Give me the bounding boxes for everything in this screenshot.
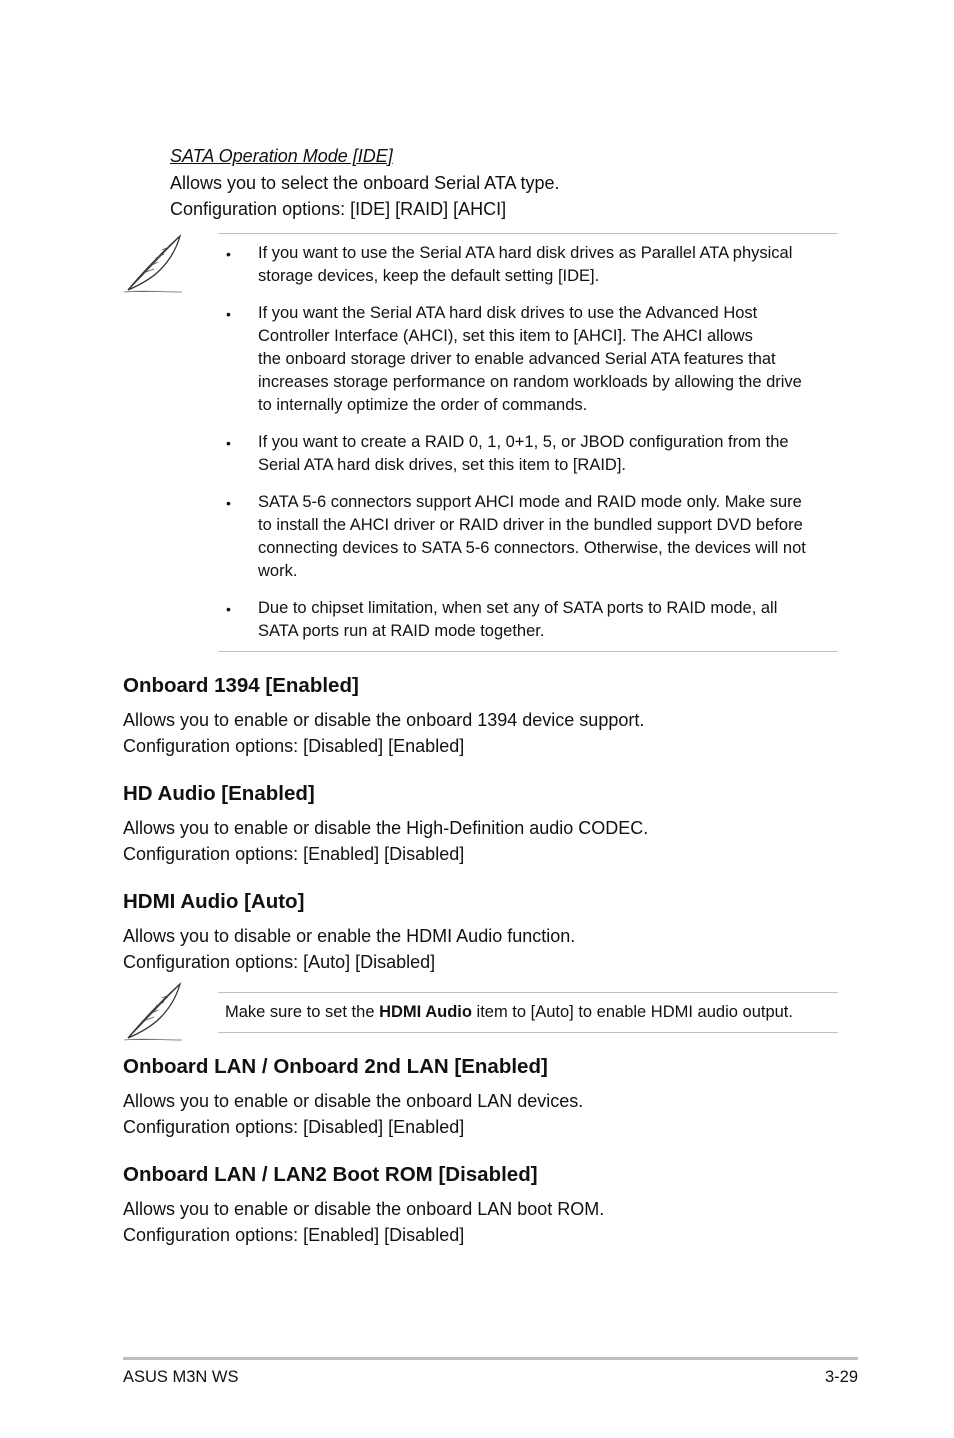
note1-b1-line1: If you want to use the Serial ATA hard disk drives as Parallel ATA physical (258, 244, 793, 262)
bullet-marker: • (226, 601, 231, 617)
note2-prefix: Make sure to set the (225, 1003, 380, 1021)
section-desc-onboard-1394: Allows you to enable or disable the onboard 1394 device support. (123, 710, 645, 730)
section-desc-lan-boot-rom: Allows you to enable or disable the onboard LAN boot ROM. (123, 1199, 605, 1219)
note1-b4-line1: SATA 5-6 connectors support AHCI mode and RAID mode only. Make sure (258, 493, 802, 511)
footer-page-number: 3-29 (824, 1368, 858, 1386)
note1-b2-line3: the onboard storage driver to enable advanced Serial ATA features that (258, 350, 776, 368)
note1-b2-line2: Controller Interface (AHCI), set this item to [AHCI]. The AHCI allows (258, 327, 753, 345)
note1-b4-line3: connecting devices to SATA 5-6 connectors. Otherwise, the devices will not (258, 539, 806, 557)
section-title-hdmi-audio: HDMI Audio [Auto] (123, 890, 305, 913)
section-options-lan-boot-rom: Configuration options: [Enabled] [Disabled] (123, 1225, 465, 1245)
note2-bold: HDMI Audio (379, 1003, 472, 1021)
sata-mode-options: Configuration options: [IDE] [RAID] [AHCI] (170, 199, 507, 219)
note1-b4-line4: work. (258, 562, 298, 580)
section-title-lan-boot-rom: Onboard LAN / LAN2 Boot ROM [Disabled] (123, 1163, 538, 1186)
sata-mode-desc: Allows you to select the onboard Serial ATA type. (170, 173, 560, 193)
section-title-onboard-lan: Onboard LAN / Onboard 2nd LAN [Enabled] (123, 1055, 548, 1078)
note1-b2-line4: increases storage performance on random workloads by allowing the drive (258, 373, 802, 391)
note1-b5-line1: Due to chipset limitation, when set any of SATA ports to RAID mode, all (258, 599, 778, 617)
note-bottom-rule (218, 651, 838, 652)
note1-b2-line5: to internally optimize the order of commands. (258, 396, 588, 414)
section-options-onboard-lan: Configuration options: [Disabled] [Enabled] (123, 1117, 465, 1137)
note1-b3-line1: If you want to create a RAID 0, 1, 0+1, 5, or JBOD configuration from the (258, 433, 789, 451)
bullet-marker: • (226, 246, 231, 262)
feather-pen-icon (120, 232, 188, 296)
note1-b3-line2: Serial ATA hard disk drives, set this item to [RAID]. (258, 456, 627, 474)
section-options-hd-audio: Configuration options: [Enabled] [Disabled] (123, 844, 465, 864)
section-title-hd-audio: HD Audio [Enabled] (123, 782, 315, 805)
note-top-rule (218, 233, 838, 234)
bullet-marker: • (226, 306, 231, 322)
note1-b1-line2: storage devices, keep the default setting [IDE]. (258, 267, 600, 285)
note1-b4-line2: to install the AHCI driver or RAID driver in the bundled support DVD before (258, 516, 803, 534)
note2-suffix: item to [Auto] to enable HDMI audio output. (471, 1003, 793, 1021)
section-options-onboard-1394: Configuration options: [Disabled] [Enabled] (123, 736, 465, 756)
section-desc-hdmi-audio: Allows you to disable or enable the HDMI Audio function. (123, 926, 576, 946)
section-title-onboard-1394: Onboard 1394 [Enabled] (123, 674, 359, 697)
section-options-hdmi-audio: Configuration options: [Auto] [Disabled] (123, 952, 436, 972)
footer-rule (123, 1357, 858, 1360)
footer-product-name: ASUS M3N WS (123, 1368, 239, 1386)
sata-mode-title: SATA Operation Mode [IDE] (170, 146, 393, 166)
note2-text (225, 1001, 793, 1024)
note2-bottom-rule (218, 1032, 838, 1033)
bullet-marker: • (226, 435, 231, 451)
note1-b5-line2: SATA ports run at RAID mode together. (258, 622, 545, 640)
note2-top-rule (218, 992, 838, 993)
feather-pen-icon (120, 980, 188, 1044)
bullet-marker: • (226, 495, 231, 511)
section-desc-hd-audio: Allows you to enable or disable the High-Definition audio CODEC. (123, 818, 649, 838)
section-desc-onboard-lan: Allows you to enable or disable the onboard LAN devices. (123, 1091, 584, 1111)
note1-b2-line1: If you want the Serial ATA hard disk drives to use the Advanced Host (258, 304, 758, 322)
